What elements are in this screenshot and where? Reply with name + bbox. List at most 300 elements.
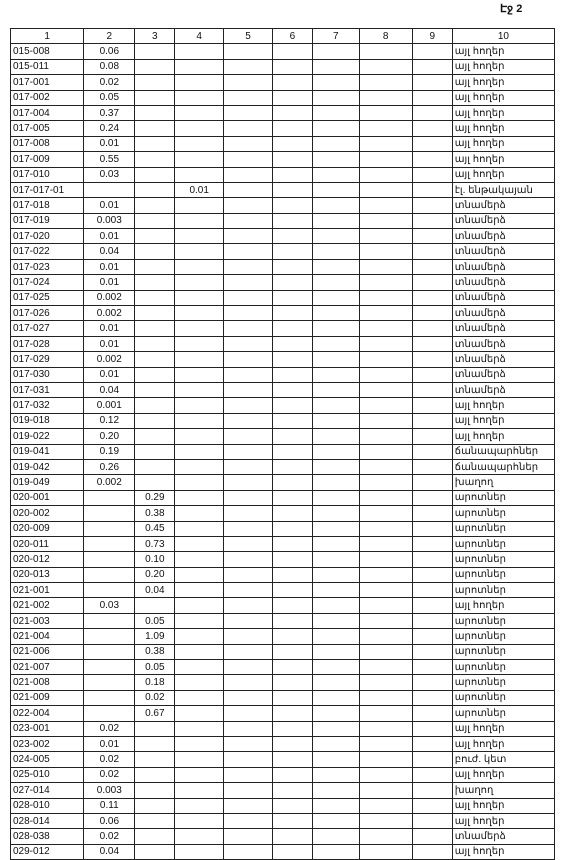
col4-value-cell xyxy=(175,506,224,521)
parcel-code-cell: 021-003 xyxy=(11,613,84,628)
land-type-cell: խաղող xyxy=(452,783,554,798)
col5-cell xyxy=(224,767,273,782)
parcel-code-cell: 017-019 xyxy=(11,213,84,228)
col3-value-cell xyxy=(135,167,175,182)
col8-cell xyxy=(359,290,412,305)
col9-cell xyxy=(412,583,452,598)
land-type-cell: այլ հողեր xyxy=(452,59,554,74)
col5-cell xyxy=(224,136,273,151)
col2-value-cell xyxy=(84,567,135,582)
parcel-code-cell: 017-010 xyxy=(11,167,84,182)
col8-cell xyxy=(359,813,412,828)
col8-cell xyxy=(359,844,412,859)
col3-value-cell xyxy=(135,244,175,259)
col9-cell xyxy=(412,59,452,74)
land-type-cell: տնամերձ xyxy=(452,244,554,259)
col9-cell xyxy=(412,121,452,136)
col5-cell xyxy=(224,506,273,521)
page-label: Էջ 2 xyxy=(500,3,523,15)
col9-cell xyxy=(412,198,452,213)
parcel-code-cell: 019-049 xyxy=(11,475,84,490)
col3-value-cell xyxy=(135,321,175,336)
col3-value-cell: 0.38 xyxy=(135,644,175,659)
col5-cell xyxy=(224,429,273,444)
col2-value-cell: 0.08 xyxy=(84,59,135,74)
col4-value-cell xyxy=(175,59,224,74)
col4-value-cell xyxy=(175,629,224,644)
col6-cell xyxy=(272,536,312,551)
col9-cell xyxy=(412,290,452,305)
col2-value-cell: 0.01 xyxy=(84,336,135,351)
col8-cell xyxy=(359,105,412,120)
col9-cell xyxy=(412,398,452,413)
col3-value-cell xyxy=(135,752,175,767)
col4-value-cell xyxy=(175,583,224,598)
col5-cell xyxy=(224,306,273,321)
parcel-code-cell: 019-018 xyxy=(11,413,84,428)
col3-value-cell: 0.67 xyxy=(135,706,175,721)
col9-cell xyxy=(412,152,452,167)
col5-cell xyxy=(224,382,273,397)
col4-value-cell xyxy=(175,198,224,213)
col3-value-cell xyxy=(135,413,175,428)
col6-cell xyxy=(272,798,312,813)
col3-value-cell: 0.02 xyxy=(135,690,175,705)
col5-cell xyxy=(224,660,273,675)
land-type-cell: արոտներ xyxy=(452,629,554,644)
parcel-code-cell: 015-008 xyxy=(11,44,84,59)
col9-cell xyxy=(412,352,452,367)
col6-cell xyxy=(272,429,312,444)
table-row xyxy=(11,567,555,582)
col6-cell xyxy=(272,629,312,644)
col9-cell xyxy=(412,767,452,782)
col4-value-cell xyxy=(175,783,224,798)
col2-value-cell: 0.37 xyxy=(84,105,135,120)
parcel-code-cell: 017-029 xyxy=(11,352,84,367)
parcel-code-cell: 017-009 xyxy=(11,152,84,167)
col9-cell xyxy=(412,182,452,197)
col5-cell xyxy=(224,583,273,598)
col7-cell xyxy=(312,490,359,505)
col6-cell xyxy=(272,306,312,321)
col5-cell xyxy=(224,536,273,551)
land-register-table xyxy=(10,28,555,860)
land-type-cell: արոտներ xyxy=(452,536,554,551)
col4-value-cell xyxy=(175,660,224,675)
col2-value-cell: 0.002 xyxy=(84,475,135,490)
land-type-cell: այլ հողեր xyxy=(452,736,554,751)
table-row xyxy=(11,382,555,397)
col9-cell xyxy=(412,521,452,536)
col6-cell xyxy=(272,167,312,182)
col3-value-cell xyxy=(135,59,175,74)
col6-cell xyxy=(272,475,312,490)
land-type-cell: տնամերձ xyxy=(452,198,554,213)
col6-cell xyxy=(272,613,312,628)
land-type-cell: այլ հողեր xyxy=(452,167,554,182)
col7-cell xyxy=(312,583,359,598)
col7-cell xyxy=(312,690,359,705)
parcel-code-cell: 017-030 xyxy=(11,367,84,382)
col9-cell xyxy=(412,75,452,90)
col5-cell xyxy=(224,367,273,382)
col6-cell xyxy=(272,721,312,736)
col9-cell xyxy=(412,105,452,120)
col2-value-cell: 0.003 xyxy=(84,783,135,798)
col2-value-cell xyxy=(84,521,135,536)
land-type-cell: բուժ. կետ xyxy=(452,752,554,767)
col4-value-cell xyxy=(175,844,224,859)
parcel-code-cell: 023-001 xyxy=(11,721,84,736)
col6-cell xyxy=(272,90,312,105)
parcel-code-cell: 017-008 xyxy=(11,136,84,151)
table-row xyxy=(11,613,555,628)
col6-cell xyxy=(272,336,312,351)
parcel-code-cell: 020-001 xyxy=(11,490,84,505)
col7-cell xyxy=(312,121,359,136)
col7-cell xyxy=(312,829,359,844)
col9-cell xyxy=(412,275,452,290)
col5-cell xyxy=(224,44,273,59)
col4-value-cell xyxy=(175,444,224,459)
col6-cell xyxy=(272,444,312,459)
table-row xyxy=(11,521,555,536)
col2-value-cell xyxy=(84,629,135,644)
col6-cell xyxy=(272,59,312,74)
col2-value-cell xyxy=(84,583,135,598)
column-header: 7 xyxy=(312,29,359,44)
col3-value-cell xyxy=(135,75,175,90)
col5-cell xyxy=(224,105,273,120)
col5-cell xyxy=(224,413,273,428)
col9-cell xyxy=(412,813,452,828)
col4-value-cell xyxy=(175,398,224,413)
table-row xyxy=(11,490,555,505)
col7-cell xyxy=(312,398,359,413)
col6-cell xyxy=(272,152,312,167)
col5-cell xyxy=(224,152,273,167)
col8-cell xyxy=(359,121,412,136)
col7-cell xyxy=(312,613,359,628)
col3-value-cell xyxy=(135,598,175,613)
col2-value-cell: 0.01 xyxy=(84,259,135,274)
col3-value-cell: 0.04 xyxy=(135,583,175,598)
col5-cell xyxy=(224,829,273,844)
col5-cell xyxy=(224,213,273,228)
land-type-cell: այլ հողեր xyxy=(452,90,554,105)
col7-cell xyxy=(312,352,359,367)
col8-cell xyxy=(359,721,412,736)
land-type-cell: այլ հողեր xyxy=(452,152,554,167)
land-type-cell: ճանապարհներ xyxy=(452,444,554,459)
col6-cell xyxy=(272,398,312,413)
land-type-cell: արոտներ xyxy=(452,690,554,705)
land-type-cell: այլ հողեր xyxy=(452,813,554,828)
col4-value-cell xyxy=(175,706,224,721)
table-row xyxy=(11,459,555,474)
col2-value-cell: 0.01 xyxy=(84,229,135,244)
table-row xyxy=(11,644,555,659)
parcel-code-cell: 017-022 xyxy=(11,244,84,259)
col4-value-cell xyxy=(175,829,224,844)
parcel-code-cell: 029-012 xyxy=(11,844,84,859)
land-type-cell: տնամերձ xyxy=(452,259,554,274)
col4-value-cell xyxy=(175,736,224,751)
column-header: 10 xyxy=(452,29,554,44)
col3-value-cell xyxy=(135,290,175,305)
col7-cell xyxy=(312,167,359,182)
col7-cell xyxy=(312,44,359,59)
col3-value-cell xyxy=(135,398,175,413)
col2-value-cell: 0.003 xyxy=(84,213,135,228)
parcel-code-cell: 017-024 xyxy=(11,275,84,290)
col2-value-cell xyxy=(84,552,135,567)
col6-cell xyxy=(272,105,312,120)
col9-cell xyxy=(412,552,452,567)
col3-value-cell xyxy=(135,229,175,244)
col7-cell xyxy=(312,182,359,197)
col4-value-cell xyxy=(175,382,224,397)
table-row xyxy=(11,290,555,305)
col6-cell xyxy=(272,321,312,336)
col7-cell xyxy=(312,629,359,644)
col7-cell xyxy=(312,429,359,444)
land-type-cell: տնամերձ xyxy=(452,382,554,397)
table-row xyxy=(11,429,555,444)
column-header: 3 xyxy=(135,29,175,44)
col3-value-cell xyxy=(135,767,175,782)
table-row xyxy=(11,660,555,675)
column-header: 8 xyxy=(359,29,412,44)
col4-value-cell xyxy=(175,798,224,813)
col9-cell xyxy=(412,306,452,321)
col2-value-cell xyxy=(84,506,135,521)
table-row xyxy=(11,213,555,228)
col9-cell xyxy=(412,798,452,813)
col2-value-cell xyxy=(84,613,135,628)
col2-value-cell: 0.26 xyxy=(84,459,135,474)
parcel-code-cell: 017-020 xyxy=(11,229,84,244)
table-row xyxy=(11,198,555,213)
col6-cell xyxy=(272,182,312,197)
parcel-code-cell: 017-017-01 xyxy=(11,182,84,197)
col8-cell xyxy=(359,660,412,675)
col6-cell xyxy=(272,521,312,536)
col8-cell xyxy=(359,613,412,628)
header-row xyxy=(11,29,555,44)
col2-value-cell: 0.01 xyxy=(84,367,135,382)
col8-cell xyxy=(359,59,412,74)
land-type-cell: այլ հողեր xyxy=(452,75,554,90)
col2-value-cell: 0.05 xyxy=(84,90,135,105)
col2-value-cell: 0.03 xyxy=(84,598,135,613)
col8-cell xyxy=(359,306,412,321)
col7-cell xyxy=(312,306,359,321)
col4-value-cell xyxy=(175,567,224,582)
col2-value-cell xyxy=(84,644,135,659)
col6-cell xyxy=(272,459,312,474)
land-type-cell: տնամերձ xyxy=(452,229,554,244)
parcel-code-cell: 024-005 xyxy=(11,752,84,767)
land-type-cell: արոտներ xyxy=(452,660,554,675)
table-row xyxy=(11,136,555,151)
col4-value-cell xyxy=(175,490,224,505)
col8-cell xyxy=(359,567,412,582)
col8-cell xyxy=(359,44,412,59)
col7-cell xyxy=(312,675,359,690)
col4-value-cell xyxy=(175,44,224,59)
column-header: 2 xyxy=(84,29,135,44)
col4-value-cell xyxy=(175,536,224,551)
col5-cell xyxy=(224,552,273,567)
col7-cell xyxy=(312,475,359,490)
col7-cell xyxy=(312,321,359,336)
land-type-cell: այլ հողեր xyxy=(452,136,554,151)
table-row xyxy=(11,306,555,321)
table-row xyxy=(11,829,555,844)
col8-cell xyxy=(359,829,412,844)
col7-cell xyxy=(312,552,359,567)
col9-cell xyxy=(412,506,452,521)
col5-cell xyxy=(224,798,273,813)
col9-cell xyxy=(412,336,452,351)
col2-value-cell: 0.02 xyxy=(84,75,135,90)
col6-cell xyxy=(272,552,312,567)
table-row xyxy=(11,690,555,705)
col8-cell xyxy=(359,244,412,259)
col3-value-cell: 0.10 xyxy=(135,552,175,567)
parcel-code-cell: 021-008 xyxy=(11,675,84,690)
col2-value-cell: 0.19 xyxy=(84,444,135,459)
col6-cell xyxy=(272,136,312,151)
col6-cell xyxy=(272,290,312,305)
col3-value-cell xyxy=(135,306,175,321)
col5-cell xyxy=(224,598,273,613)
col2-value-cell: 0.02 xyxy=(84,829,135,844)
col5-cell xyxy=(224,398,273,413)
col9-cell xyxy=(412,844,452,859)
table-row xyxy=(11,75,555,90)
col4-value-cell xyxy=(175,752,224,767)
col6-cell xyxy=(272,829,312,844)
table-row xyxy=(11,413,555,428)
col3-value-cell xyxy=(135,105,175,120)
col7-cell xyxy=(312,275,359,290)
col2-value-cell: 0.02 xyxy=(84,767,135,782)
col2-value-cell: 0.01 xyxy=(84,198,135,213)
col8-cell xyxy=(359,767,412,782)
land-type-cell: տնամերձ xyxy=(452,321,554,336)
parcel-code-cell: 028-014 xyxy=(11,813,84,828)
col7-cell xyxy=(312,567,359,582)
col4-value-cell xyxy=(175,429,224,444)
col9-cell xyxy=(412,136,452,151)
col3-value-cell: 0.38 xyxy=(135,506,175,521)
parcel-code-cell: 021-009 xyxy=(11,690,84,705)
col8-cell xyxy=(359,213,412,228)
col7-cell xyxy=(312,244,359,259)
col7-cell xyxy=(312,660,359,675)
col2-value-cell: 0.03 xyxy=(84,167,135,182)
col8-cell xyxy=(359,444,412,459)
table-row xyxy=(11,844,555,859)
col3-value-cell xyxy=(135,90,175,105)
col3-value-cell xyxy=(135,721,175,736)
col3-value-cell xyxy=(135,798,175,813)
col4-value-cell xyxy=(175,552,224,567)
land-type-cell: այլ հողեր xyxy=(452,767,554,782)
col8-cell xyxy=(359,521,412,536)
parcel-code-cell: 021-002 xyxy=(11,598,84,613)
table-row xyxy=(11,721,555,736)
col2-value-cell: 0.04 xyxy=(84,844,135,859)
col3-value-cell xyxy=(135,459,175,474)
col4-value-cell: 0.01 xyxy=(175,182,224,197)
col3-value-cell: 0.45 xyxy=(135,521,175,536)
table-row xyxy=(11,152,555,167)
table-row xyxy=(11,552,555,567)
col6-cell xyxy=(272,44,312,59)
col9-cell xyxy=(412,675,452,690)
col4-value-cell xyxy=(175,321,224,336)
col7-cell xyxy=(312,798,359,813)
col8-cell xyxy=(359,798,412,813)
table-row xyxy=(11,90,555,105)
table-row xyxy=(11,444,555,459)
col6-cell xyxy=(272,813,312,828)
col3-value-cell xyxy=(135,813,175,828)
col3-value-cell xyxy=(135,121,175,136)
col3-value-cell xyxy=(135,736,175,751)
parcel-code-cell: 022-004 xyxy=(11,706,84,721)
col9-cell xyxy=(412,536,452,551)
col6-cell xyxy=(272,259,312,274)
land-type-cell: խաղող xyxy=(452,475,554,490)
parcel-code-cell: 021-001 xyxy=(11,583,84,598)
col8-cell xyxy=(359,367,412,382)
table-row xyxy=(11,167,555,182)
col7-cell xyxy=(312,752,359,767)
col5-cell xyxy=(224,259,273,274)
col8-cell xyxy=(359,598,412,613)
col9-cell xyxy=(412,706,452,721)
col8-cell xyxy=(359,629,412,644)
col4-value-cell xyxy=(175,813,224,828)
col7-cell xyxy=(312,598,359,613)
land-type-cell: տնամերձ xyxy=(452,275,554,290)
col6-cell xyxy=(272,752,312,767)
column-header: 1 xyxy=(11,29,84,44)
col5-cell xyxy=(224,613,273,628)
table-row xyxy=(11,259,555,274)
col4-value-cell xyxy=(175,275,224,290)
land-type-cell: տնամերձ xyxy=(452,213,554,228)
col7-cell xyxy=(312,136,359,151)
col5-cell xyxy=(224,706,273,721)
col7-cell xyxy=(312,152,359,167)
col6-cell xyxy=(272,213,312,228)
table-row xyxy=(11,813,555,828)
col4-value-cell xyxy=(175,136,224,151)
col7-cell xyxy=(312,213,359,228)
col8-cell xyxy=(359,752,412,767)
col5-cell xyxy=(224,675,273,690)
col7-cell xyxy=(312,90,359,105)
col7-cell xyxy=(312,367,359,382)
col8-cell xyxy=(359,536,412,551)
col9-cell xyxy=(412,783,452,798)
